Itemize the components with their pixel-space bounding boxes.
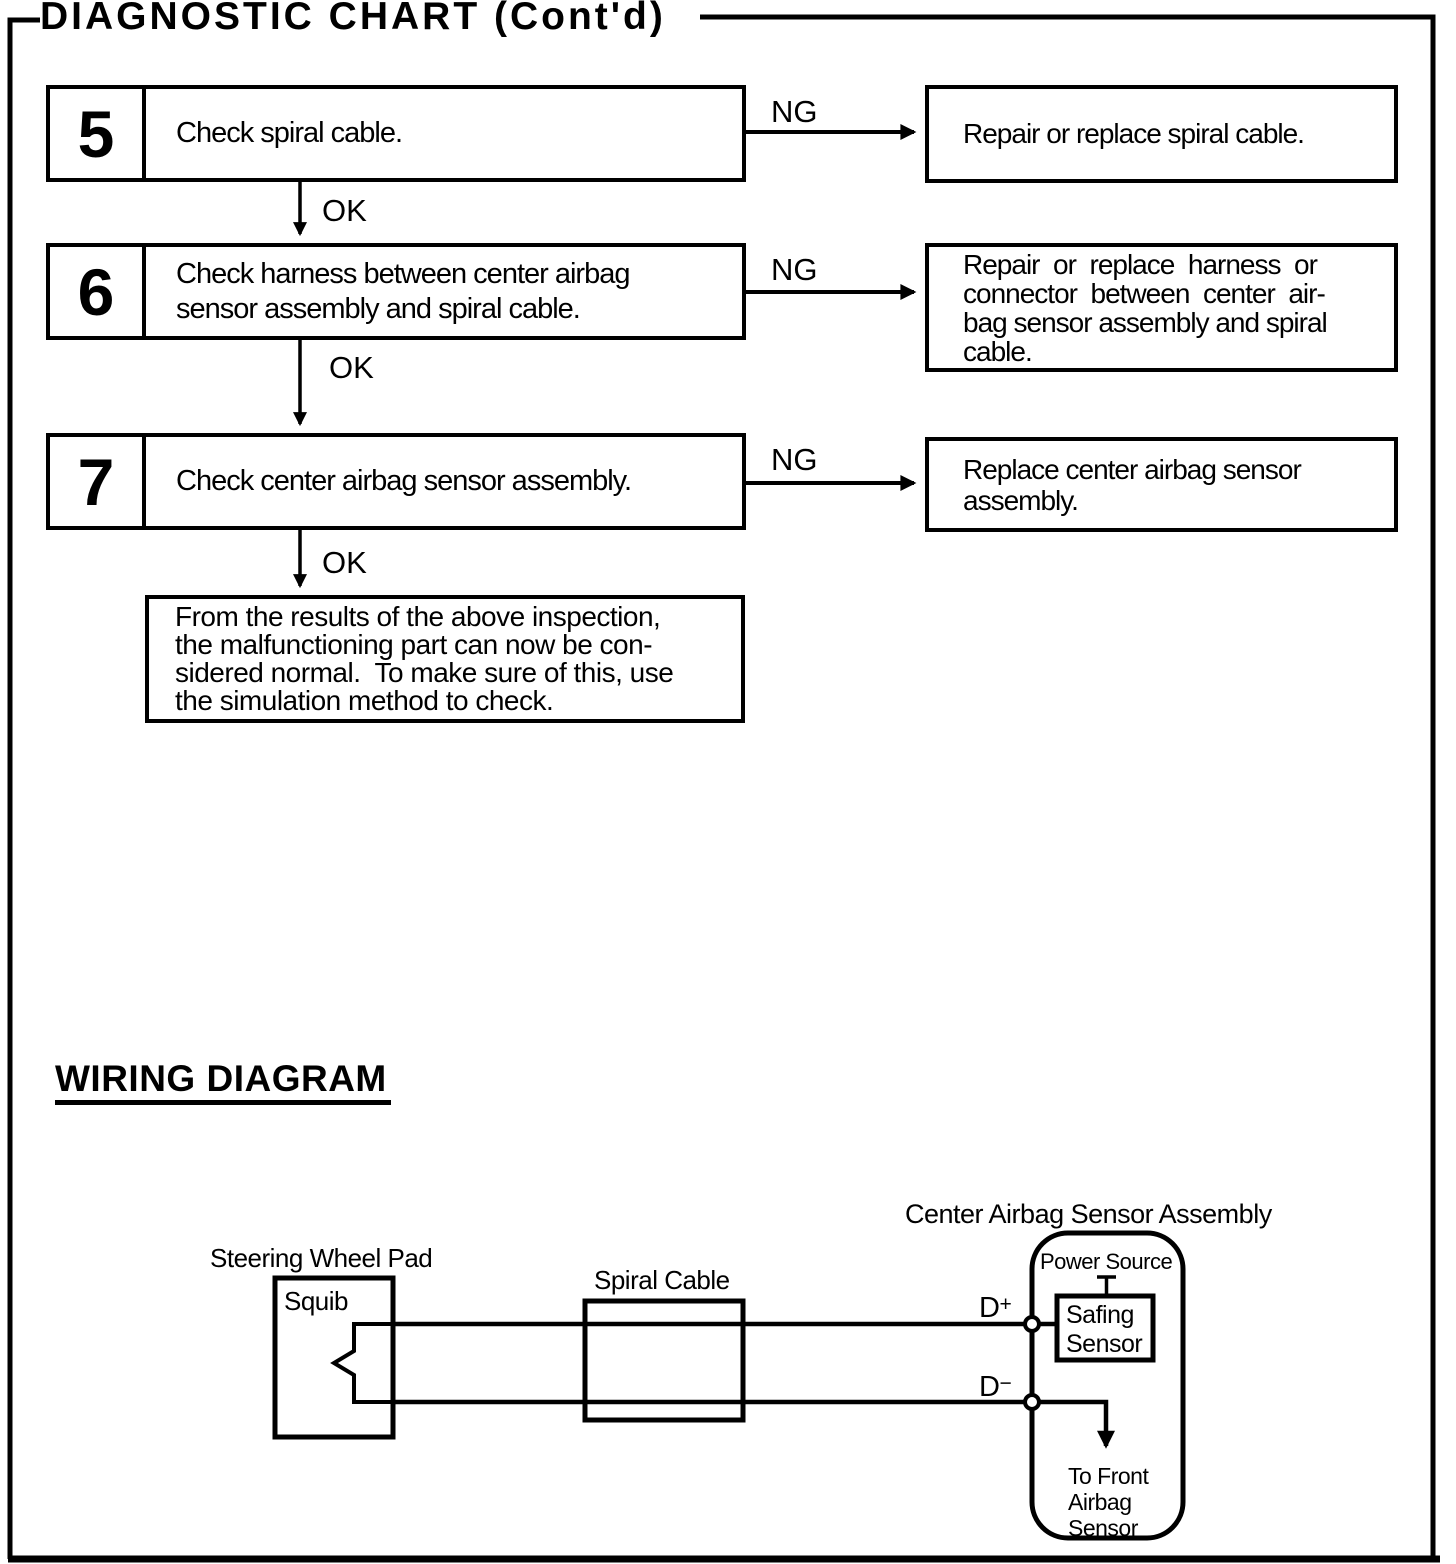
ok-label-step6: OK	[329, 350, 374, 385]
d-plus-label: D+	[979, 1292, 1012, 1324]
conclusion-line: From the results of the above inspection,	[175, 601, 661, 632]
step-6-result-box	[925, 243, 1398, 372]
step-6-result-line: cable.	[963, 335, 1032, 367]
to-front-airbag-sensor-label	[1068, 1463, 1148, 1541]
step-6-result-line: connector between center air-	[963, 277, 1325, 309]
spiral-cable-label: Spiral Cable	[594, 1265, 730, 1295]
step-7-task	[146, 437, 742, 526]
center-assembly-label: Center Airbag Sensor Assembly	[905, 1199, 1272, 1229]
step-6-result-line: Repair or replace harness or	[963, 248, 1317, 280]
to-front-line: To Front	[1068, 1463, 1149, 1489]
d-plus-sign: +	[999, 1293, 1012, 1316]
step-6-task	[146, 247, 742, 336]
ok-label-step7: OK	[322, 545, 367, 580]
ng-label-step6: NG	[771, 252, 818, 287]
step-5-result-line: Repair or replace spiral cable.	[963, 118, 1304, 149]
step-5-box	[46, 85, 746, 182]
ng-label-step5: NG	[771, 94, 818, 129]
step-5-task	[146, 89, 742, 178]
step-6-result-line: bag sensor assembly and spiral	[963, 306, 1327, 338]
step-6-task-line: sensor assembly and spiral cable.	[176, 292, 580, 325]
step-6-task-line: Check harness between center airbag	[176, 257, 630, 290]
conclusion-line: the malfunctioning part can now be con-	[175, 629, 653, 660]
safing-sensor-line: Sensor	[1066, 1330, 1143, 1358]
step-7-task-line: Check center airbag sensor assembly.	[176, 465, 632, 497]
d-plus-terminal-node	[1025, 1317, 1039, 1331]
step-5-result-box	[925, 85, 1398, 183]
step-7-result-line: Replace center airbag sensor	[963, 453, 1301, 485]
to-front-line: Airbag	[1068, 1489, 1132, 1515]
wiring-diagram-title: WIRING DIAGRAM	[55, 1059, 391, 1105]
conclusion-box	[145, 595, 745, 723]
page-title: DIAGNOSTIC CHART (Cont'd)	[40, 0, 666, 38]
power-source-label: Power Source	[1040, 1249, 1173, 1274]
conclusion-line: sidered normal. To make sure of this, use	[175, 657, 674, 688]
steering-wheel-pad-label: Steering Wheel Pad	[210, 1243, 433, 1273]
step-7-result-box	[925, 437, 1398, 532]
squib-label: Squib	[284, 1286, 348, 1316]
step-7-result-line: assembly.	[963, 484, 1078, 516]
d-minus-sign: −	[999, 1372, 1012, 1395]
d-minus-label: D−	[979, 1371, 1012, 1403]
to-front-line: Sensor	[1068, 1515, 1138, 1541]
d-minus-terminal-node	[1025, 1395, 1039, 1409]
step-6-box	[46, 243, 746, 340]
step-7-number: 7	[50, 437, 146, 526]
step-5-number: 5	[50, 89, 146, 178]
step-5-task-line: Check spiral cable.	[176, 117, 402, 149]
page-border-left	[10, 20, 40, 1559]
step-6-number: 6	[50, 247, 146, 336]
safing-sensor-label	[1066, 1301, 1142, 1359]
ok-label-step5: OK	[322, 193, 367, 228]
wire-to-front-sensor	[1039, 1402, 1106, 1446]
safing-sensor-line: Safing	[1066, 1301, 1134, 1329]
step-7-box	[46, 433, 746, 530]
ng-label-step7: NG	[771, 442, 818, 477]
conclusion-line: the simulation method to check.	[175, 685, 554, 716]
